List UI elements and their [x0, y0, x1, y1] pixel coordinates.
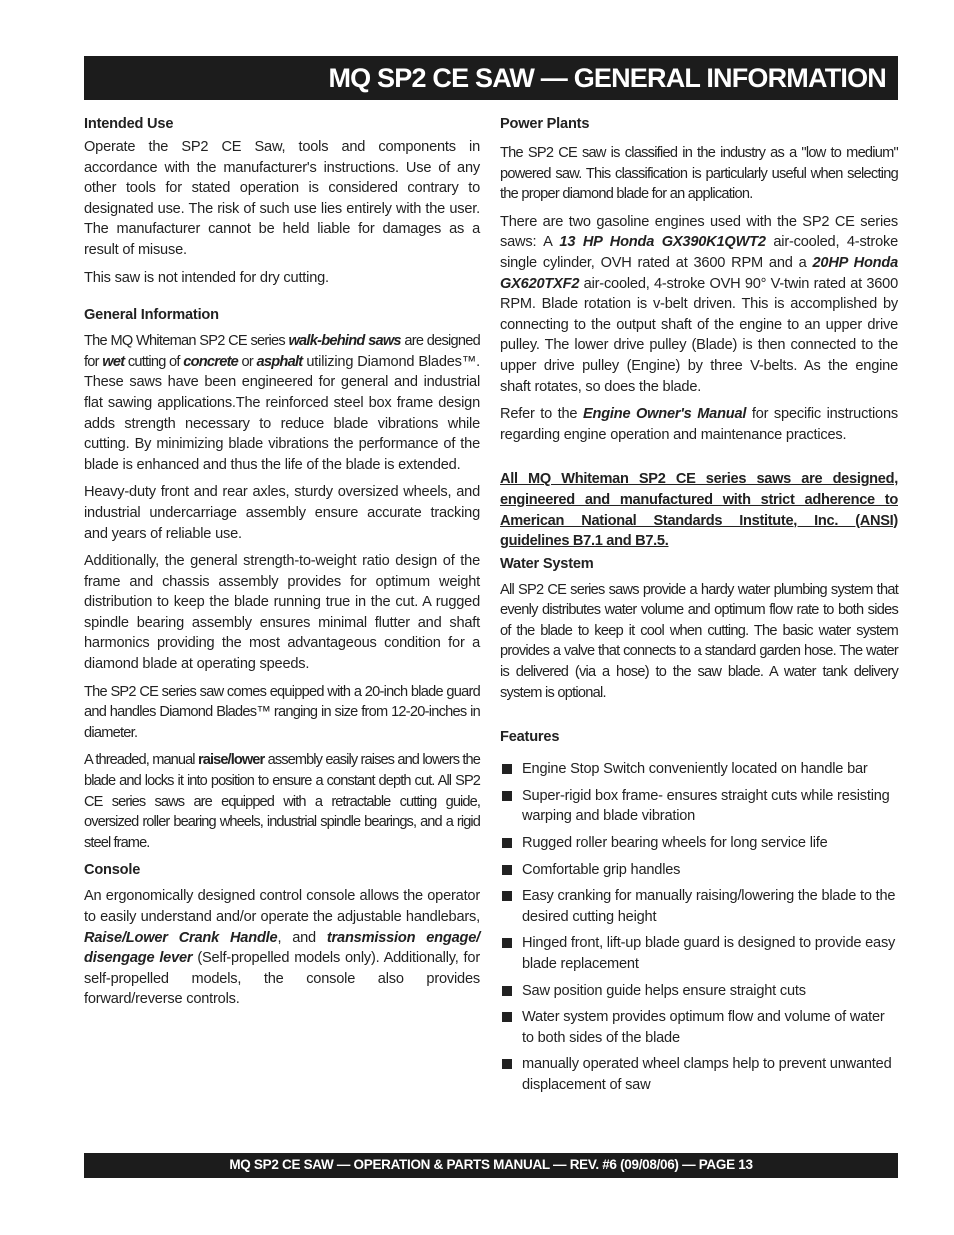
asphalt-term: asphalt	[256, 353, 303, 370]
square-bullet-icon	[502, 764, 512, 774]
water-paragraph: All SP2 CE series saws provide a hardy water plumbing system that evenly distributes water volume and optimum flow rate to both sides of the blade to keep it cool when cutting. The basic water system provides a valve that connects to a standard garden hose. The water is delivered (via a hose) to the saw blade. A water tank delivery system is optional.	[500, 581, 898, 701]
right-column	[500, 114, 898, 1102]
general-paragraph-3: Additionally, the general strength-to-weight ratio design of the frame and chassis assembly provides for optimum weight distribution to keep the blade running true in the cut. A rugged spindle bearing assembly ensures minimal flutter and shaft harmonics providing the most advantageous condition for a diamond blade at operating speeds.	[84, 553, 480, 673]
heading-general-information: General Information	[84, 307, 219, 324]
honda-20hp-term: 20HP Honda GX620TXF2	[500, 254, 899, 292]
list-item: Water system provides optimum flow and volume of water to both sides of the blade	[500, 1007, 898, 1048]
heading-power-plants: Power Plants	[500, 116, 590, 132]
footer-text: MQ SP2 CE SAW — OPERATION & PARTS MANUAL — REV. #6 (09/08/06) — PAGE 13	[229, 1157, 753, 1172]
page-title: MQ SP2 CE SAW — GENERAL INFORMATION	[328, 63, 886, 93]
transmission-lever-term: transmission engage/ disengage lever	[84, 929, 480, 967]
general-paragraph-1: The MQ Whiteman SP2 CE series walk-behind saws are designed for wet cutting of concrete or asphalt utilizing Diamond Blades™. These saws have been engineered for general and industrial flat sawing applications.The reinforced steel box frame design adds strength necessary to reduce blade vibrations while cutting. By minimizing blade vibrations the performance of the blade is enhanced and thus the life of the blade is extended.	[84, 333, 480, 473]
honda-13hp-term: 13 HP Honda GX390K1QWT2	[559, 234, 766, 251]
square-bullet-icon	[502, 791, 512, 801]
list-item: Easy cranking for manually raising/lowering the blade to the desired cutting height	[500, 886, 898, 927]
heading-features: Features	[500, 729, 560, 746]
power-paragraph-2: There are two gasoline engines used with the SP2 CE series saws: A 13 HP Honda GX390K1QWT2 air-cooled, 4-stroke single cylinder, OVH rated at 3600 RPM and a 20HP Honda GX620TXF2 air-cooled, 4-stroke OVH 90° V-twin rated at 3600 RPM. Blade rotation is v-belt driven. This is accomplished by connecting to the output shaft of the engine to an upper drive pulley. The lower drive pulley (Blade) is then connected to the upper drive pulley (Engine) by three V-belts. As the engine shaft rotates, so does the blade.	[500, 213, 899, 395]
square-bullet-icon	[502, 938, 512, 948]
concrete-term: concrete	[183, 353, 239, 370]
crank-handle-term: Raise/Lower Crank Handle	[84, 929, 278, 946]
list-item: Saw position guide helps ensure straight cuts	[500, 981, 898, 1002]
general-paragraph-4: The SP2 CE series saw comes equipped with a 20-inch blade guard and handles Diamond Blades™ ranging in size from 12-20-inches in diameter.	[84, 683, 480, 741]
walk-behind-saws-term: walk-behind saws	[288, 333, 401, 350]
left-column	[84, 114, 480, 1017]
wet-term: wet	[102, 353, 125, 370]
square-bullet-icon	[502, 1012, 512, 1022]
heading-console: Console	[84, 862, 141, 879]
list-item: Hinged front, lift-up blade guard is designed to provide easy blade replacement	[500, 933, 898, 974]
heading-intended-use: Intended Use	[84, 116, 174, 132]
engine-owners-manual-term: Engine Owner's Manual	[582, 406, 747, 423]
square-bullet-icon	[502, 1059, 512, 1069]
general-paragraph-5: A threaded, manual raise/lower assembly easily raises and lowers the blade and locks it into position to ensure a constant depth cut. All SP2 CE series saws are equipped with a retractable cutting guide, oversized roller bearing wheels, industrial spindle bearings, and a rigid steel frame.	[84, 752, 480, 851]
console-paragraph: An ergonomically designed control console allows the operator to easily understand and/or operate the adjustable handlebars, Raise/Lower Crank Handle, and transmission engage/ disengage lever (Self-propelled models only). Additionally, for self-propelled models, the console also provides forward/reverse controls.	[84, 888, 480, 1008]
intended-use-paragraph: Operate the SP2 CE Saw, tools and components in accordance with the manufacturer's instructions. Use of any other tools for stated operation is considered contrary to designated use. The risk of such use lies entirely with the user. The manufacturer cannot be held liable for damages as a result of misuse.	[84, 139, 480, 258]
heading-water-system: Water System	[500, 555, 594, 572]
footer-bar	[84, 1153, 898, 1178]
general-paragraph-2: Heavy-duty front and rear axles, sturdy oversized wheels, and industrial undercarriage assembly ensure accurate tracking and years of reliable use.	[84, 484, 480, 542]
power-paragraph-3: Refer to the Engine Owner's Manual for specific instructions regarding engine operation and maintenance practices.	[500, 406, 898, 443]
power-paragraph-1: The SP2 CE saw is classified in the industry as a "low to medium" powered saw. This classification is particularly useful when selecting the proper diamond blade for an application.	[500, 145, 898, 203]
list-item: Engine Stop Switch conveniently located on handle bar	[500, 759, 898, 780]
list-item: Comfortable grip handles	[500, 860, 898, 881]
square-bullet-icon	[502, 838, 512, 848]
square-bullet-icon	[502, 986, 512, 996]
list-item: manually operated wheel clamps help to prevent unwanted displacement of saw	[500, 1054, 898, 1095]
square-bullet-icon	[502, 865, 512, 875]
raise-lower-term: raise/lower	[197, 752, 265, 769]
ansi-notice: All MQ Whiteman SP2 CE series saws are designed, engineered and manufactured with strict adherence to American National Standards Institute, Inc. (ANSI) guidelines B7.1 and B7.5.	[500, 471, 898, 550]
square-bullet-icon	[502, 891, 512, 901]
dry-cutting-note: This saw is not intended for dry cutting.	[84, 269, 329, 286]
list-item: Rugged roller bearing wheels for long service life	[500, 833, 898, 854]
features-list	[500, 759, 898, 1095]
title-bar	[84, 56, 898, 100]
list-item: Super-rigid box frame- ensures straight cuts while resisting warping and blade vibration	[500, 786, 898, 827]
